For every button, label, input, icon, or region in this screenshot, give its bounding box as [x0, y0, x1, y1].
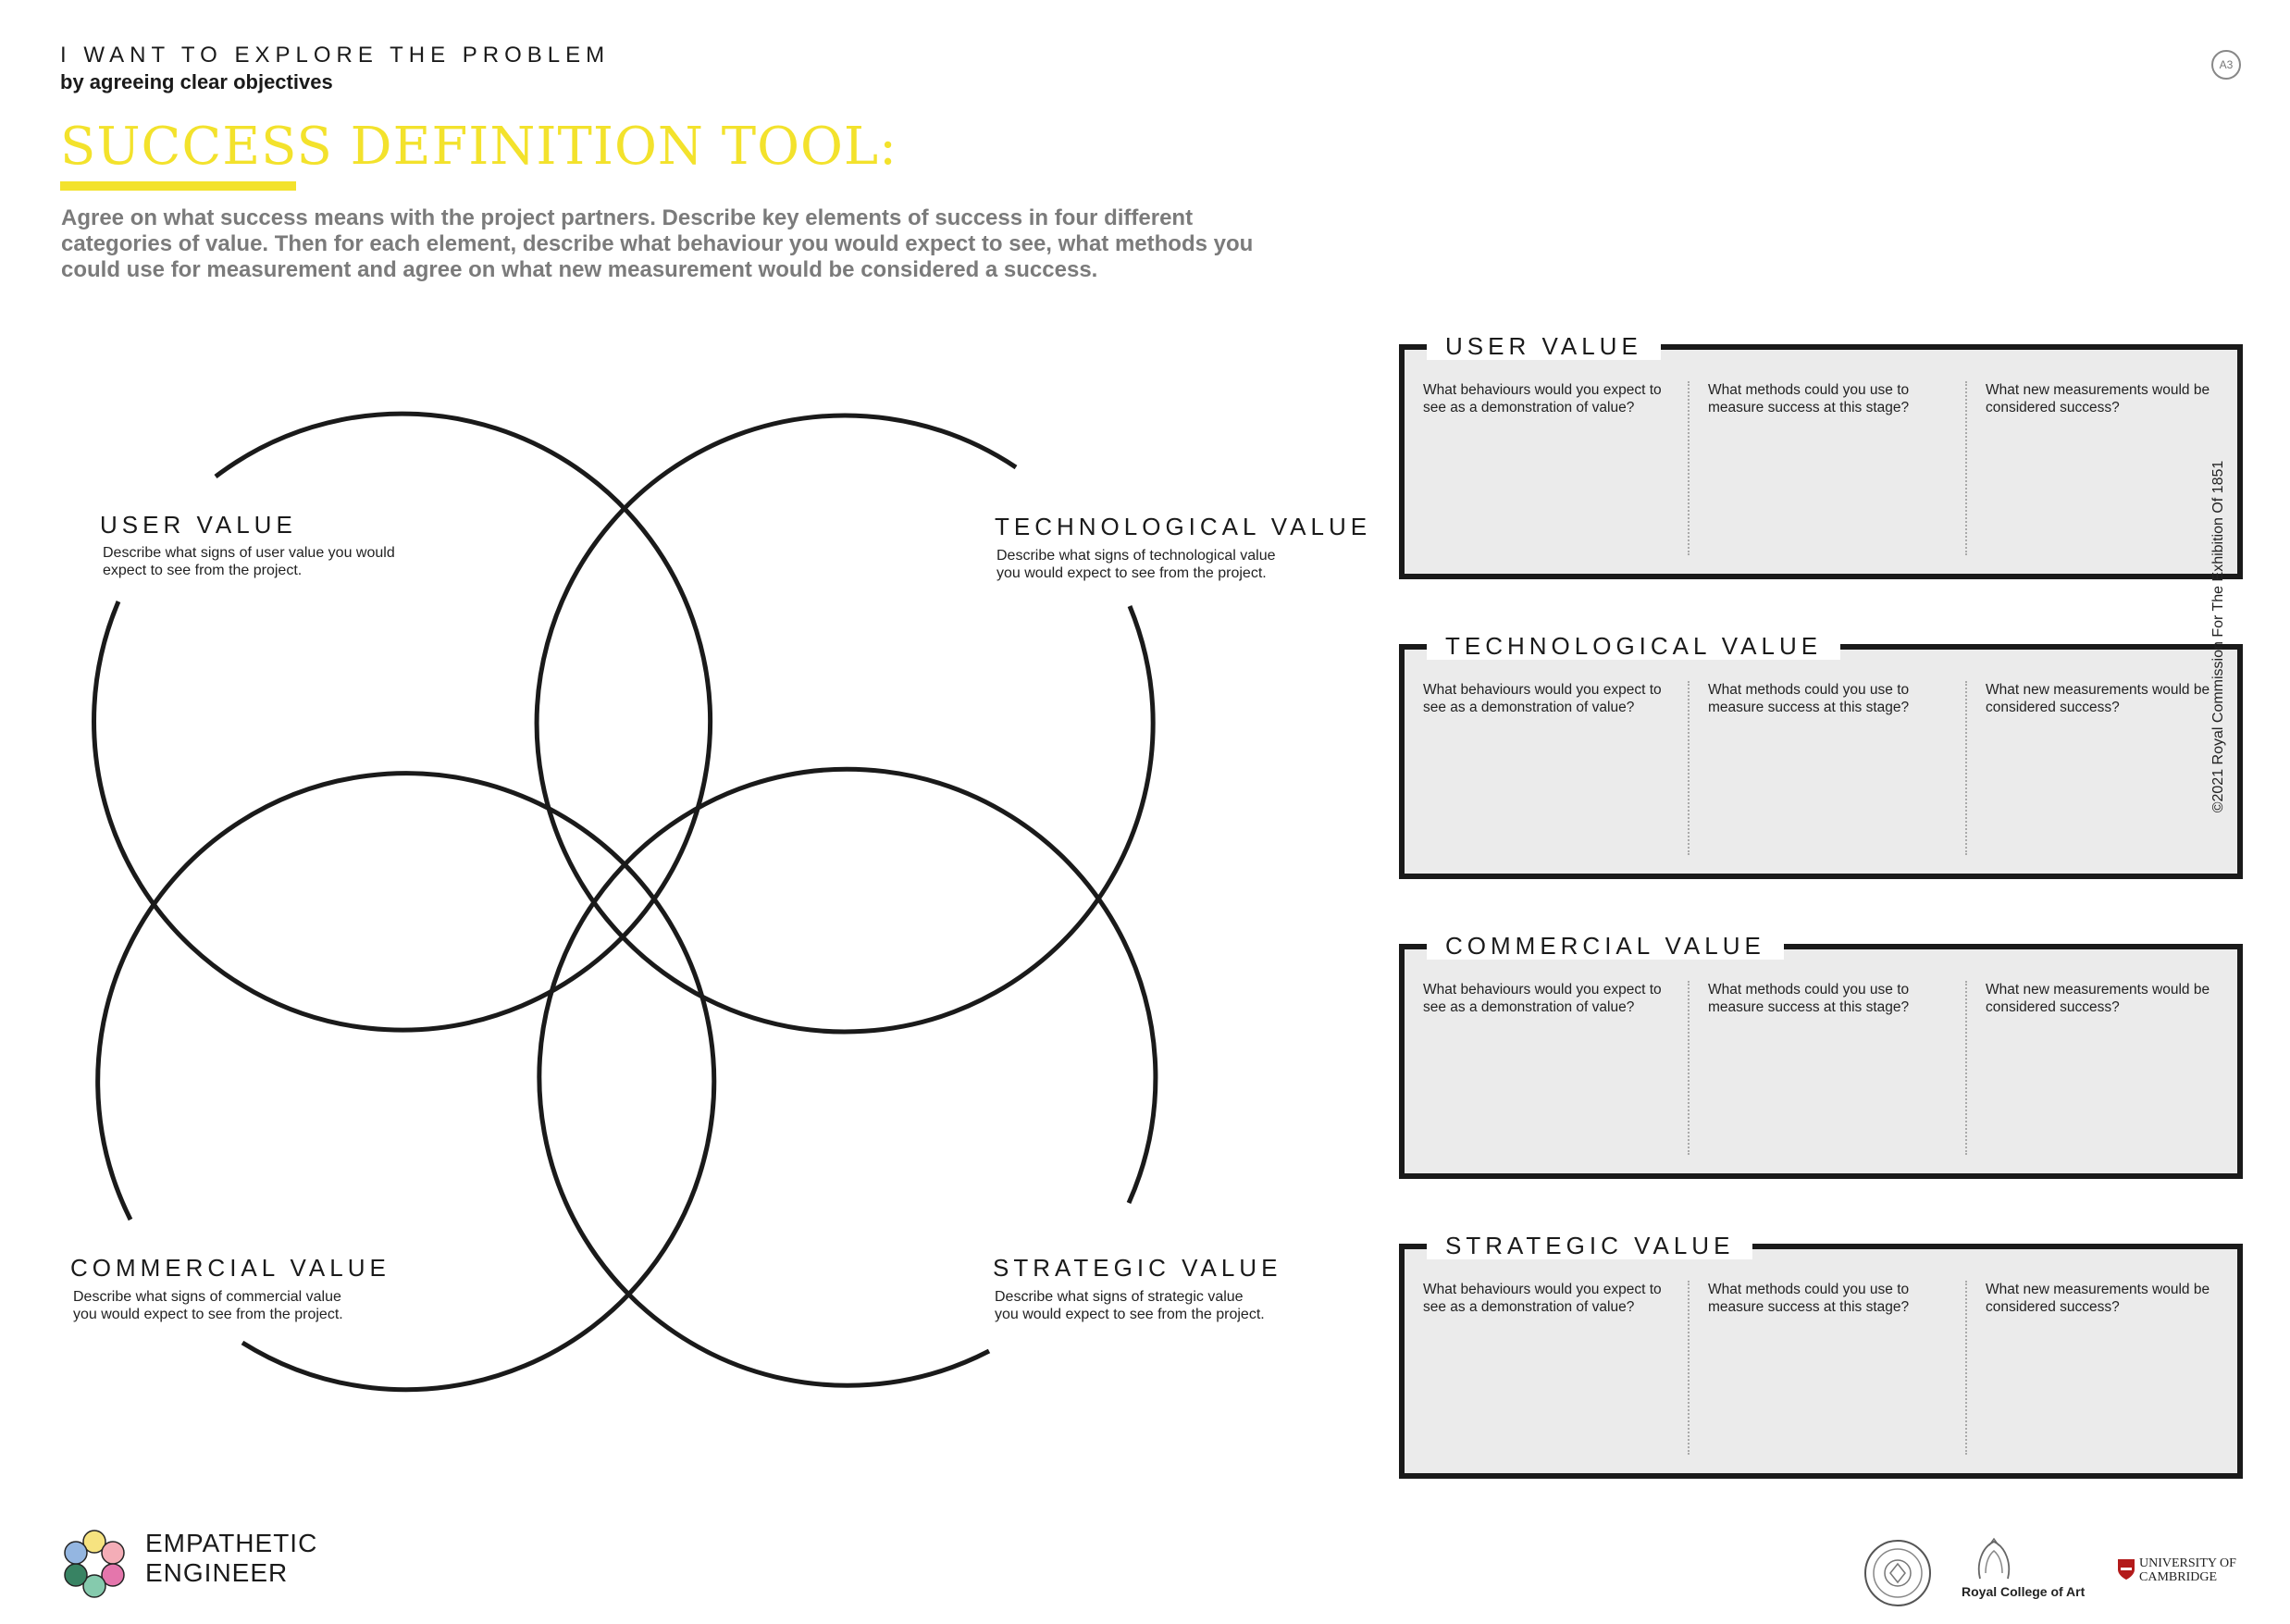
panel-question-measurements[interactable]: What new measurements would be considered success?: [1986, 682, 2210, 715]
venn-desc-commercial: Describe what signs of commercial value you would expect to see from the project.: [73, 1289, 343, 1322]
venn-label-user: USER VALUE: [100, 511, 297, 539]
panel-user-value: [1399, 332, 2243, 579]
empathetic-engineer-logo-icon: [57, 1527, 131, 1601]
venn-circle-technological: [537, 415, 1153, 1032]
venn-desc-technological: Describe what signs of technological value you would expect to see from the project.: [996, 548, 1276, 581]
panel-question-methods[interactable]: What methods could you use to measure success at this stage?: [1690, 681, 1967, 855]
cam-line-2: CAMBRIDGE: [2139, 1570, 2218, 1584]
panel-question-methods[interactable]: What methods could you use to measure success at this stage?: [1690, 1281, 1967, 1455]
panel-question-behaviours[interactable]: What behaviours would you expect to see as a demonstration of value?: [1405, 1281, 1690, 1455]
royal-commission-seal-icon: [1860, 1538, 1936, 1608]
venn-desc-user: Describe what signs of user value you would expect to see from the project.: [103, 545, 395, 578]
panel-question-behaviours[interactable]: What behaviours would you expect to see as a demonstration of value?: [1405, 981, 1690, 1155]
brand-name: [145, 1529, 317, 1588]
venn-label-technological: TECHNOLOGICAL VALUE: [995, 513, 1372, 540]
royal-college-of-art-name: Royal College of Art: [1962, 1584, 2086, 1599]
cam-line-1: UNIVERSITY OF: [2139, 1556, 2236, 1570]
panel-question-measurements[interactable]: What new measurements would be considered success?: [1986, 1282, 2210, 1315]
panel-strategic-value: [1399, 1232, 2243, 1479]
panel-question-behaviours[interactable]: What behaviours would you expect to see as a demonstration of value?: [1405, 681, 1690, 855]
panel-title: TECHNOLOGICAL VALUE: [1427, 632, 1840, 660]
royal-college-of-art-crest-icon: [1962, 1536, 2026, 1584]
kicker-subtitle: by agreeing clear objectives: [60, 70, 333, 93]
paper-size-badge: A3: [2211, 50, 2241, 80]
venn-label-commercial: COMMERCIAL VALUE: [70, 1254, 390, 1282]
panel-question-behaviours[interactable]: What behaviours would you expect to see as a demonstration of value?: [1405, 381, 1690, 555]
kicker-text: I WANT TO EXPLORE THE PROBLEM: [60, 43, 611, 68]
brand-line-1: EMPATHETIC: [145, 1529, 318, 1557]
brand-line-2: ENGINEER: [145, 1558, 289, 1587]
panel-title: USER VALUE: [1427, 332, 1661, 360]
panel-title: STRATEGIC VALUE: [1427, 1232, 1752, 1259]
panel-question-measurements[interactable]: What new measurements would be considered success?: [1986, 982, 2210, 1015]
copyright-text: ©2021 Royal Commission For The Exhibition Of 1851: [2210, 460, 2226, 813]
panel-question-methods[interactable]: What methods could you use to measure success at this stage?: [1690, 981, 1967, 1155]
venn-label-strategic: STRATEGIC VALUE: [993, 1254, 1282, 1282]
page-title: SUCCESS DEFINITION TOOL:: [60, 117, 897, 177]
venn-circle-user: [94, 414, 711, 1030]
panel-question-measurements[interactable]: What new measurements would be considered success?: [1986, 382, 2210, 415]
intro-paragraph: Agree on what success means with the project partners. Describe key elements of success in four different categories of value. Then for each element, describe what behaviour you would expect to see, what methods you could use for measurement and agree on what new measurement would be considered a success.: [61, 205, 1254, 282]
university-of-cambridge-shield-icon: [2117, 1558, 2135, 1581]
venn-desc-strategic: Describe what signs of strategic value you would expect to see from the project.: [995, 1289, 1265, 1322]
university-of-cambridge-name: [2139, 1556, 2236, 1584]
panel-commercial-value: [1399, 932, 2243, 1179]
panel-question-methods[interactable]: What methods could you use to measure success at this stage?: [1690, 381, 1967, 555]
panel-title: COMMERCIAL VALUE: [1427, 932, 1784, 960]
